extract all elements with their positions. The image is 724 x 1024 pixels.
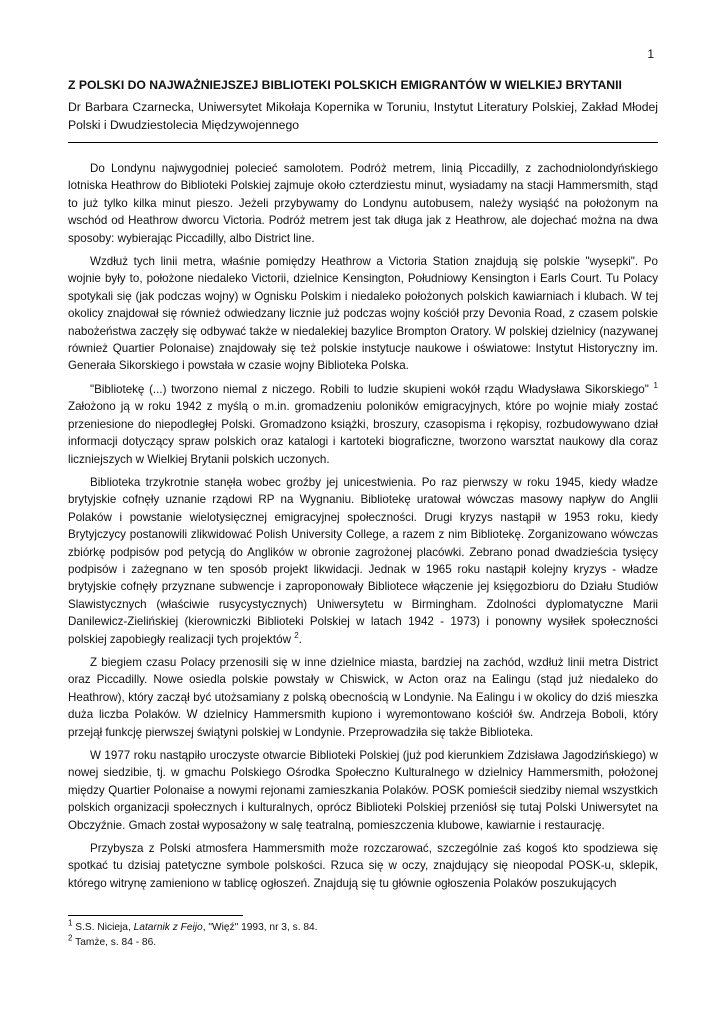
footnote-1-suffix: , "Więź" 1993, nr 3, s. 84. — [202, 922, 318, 933]
paragraph-7: Przybysza z Polski atmosfera Hammersmith może rozczarować, szczególnie zaś kogoś kto spodziewa się spotkać tu dzisiaj patetyczne symbole polskości. Rzuca się w oczy, znajdujący się nieopodal POSK-u, sklepik, którego witrynę zamieniono w tablicę ogłoszeń. Znajdują się tu głównie ogłoszenia Polaków poszukujących — [68, 842, 658, 890]
paragraph-3-quote: "Bibliotekę (...) tworzono niemal z niczego. Robili to ludzie skupieni wokół rządu Władysława Sikorskiego" — [90, 382, 649, 396]
footnote-1-mark: 1 — [68, 918, 73, 928]
paragraph-4 — [68, 474, 658, 648]
article-body — [68, 160, 658, 898]
footnote-divider — [68, 915, 243, 916]
page-number: 1 — [647, 47, 654, 61]
footnote-ref-2[interactable]: 2 — [294, 630, 299, 640]
paragraph-4-end: . — [298, 632, 302, 646]
paragraph-4-text: Biblioteka trzykrotnie stanęła wobec groźby jej unicestwienia. Po raz pierwszy w roku 1945, kiedy władze brytyjskie cofnęły uznanie rządowi RP na Wygnaniu. Bibliotekę uratował wówczas masowy napływ do Anglii Polaków i powstanie wielotysięcznej emigracyjnej społeczności. Drugi kryzys nastąpił w 1953 roku, kiedy Brytyjczycy postanowili zlikwidować Polish University College, a razem z nim Bibliotekę. Zorganizowano wówczas zbiórkę podpisów pod petycją do Anglików w obronie zagrożonej placówki. Zebrano ponad dwadzieścia tysięcy podpisów i zażegnano w ten sposób projekt likwidacji. Jednak w 1965 roku nastąpił kolejny kryzys - władze brytyjskie cofnęły przyznane subwencje i zaproponowały Bibliotece włączenie jej księgozbioru do Działu Studiów Slawistycznych (właściwie rusycystycznych) Uniwersytetu w Birmingham. Zdolności dyplomatyczne Marii Danilewicz-Zielińskiej (kierowniczki Biblioteki Polskiej w latach 1942 - 1973) i ponowny wysiłek społeczności polskiej zapobiegły realizacji tych projektów — [68, 475, 658, 646]
paragraph-3 — [68, 381, 658, 468]
footnote-2 — [68, 935, 658, 950]
footnote-1-prefix: S.S. Nicieja, — [75, 922, 134, 933]
author-affiliation: Dr Barbara Czarnecka, Uniwersytet Mikołaja Kopernika w Toruniu, Instytut Literatury Polskiej, Zakład Młodej Polski i Dwudziestolecia Międzywojennego — [68, 100, 658, 132]
paragraph-3-rest: Założono ją w roku 1942 z myślą o m.in. gromadzeniu poloników emigracyjnych, które po wojnie miały zostać przeniesione do niepodległej Polski. Gromadzono książki, broszury, czasopisma i rękopisy, rozbudowywano dział informacji dotyczący spraw polskich oraz katalogi i kartoteki biograficzne, tworzono warsztat naukowy dla coraz liczniejszych w Wielkiej Brytanii polskich uczonych. — [68, 400, 658, 466]
article-title: Z POLSKI DO NAJWAŻNIEJSZEJ BIBLIOTEKI POLSKICH EMIGRANTÓW W WIELKIEJ BRYTANII — [68, 78, 622, 92]
header-divider — [68, 142, 658, 143]
footnote-2-text: Tamże, s. 84 - 86. — [75, 937, 157, 948]
footnote-ref-1[interactable]: 1 — [653, 381, 658, 391]
paragraph-5: Z biegiem czasu Polacy przenosili się w inne dzielnice miasta, bardziej na zachód, wzdłuż linii metra District oraz Piccadilly. Nowe osiedla polskie powstały w Chiswick, w Acton oraz na Ealingu (stąd już niedaleko do Heathrow), który zaczął być utożsamiany z polską obecnością w Londynie. Na Ealingu i w okolicy do dziś mieszka duża liczba Polaków. W dzielnicy Hammersmith kupiono i wyremontowano kościół św. Andrzeja Boboli, który przejął funkcję pierwszej świątyni polskiej w Londynie. Przeprowadziła się także Biblioteka. — [68, 655, 658, 739]
footnote-1-title: Latarnik z Feijo — [133, 922, 203, 933]
paragraph-1: Do Londynu najwygodniej polecieć samolotem. Podróż metrem, linią Piccadilly, z zachodniolondyńskiego lotniska Heathrow do Biblioteki Polskiej zajmuje około czterdziestu minut, wysiadamy na stacji Hammersmith, stąd to już tylko kilka minut pieszo. Jeżeli przybywamy do Londynu autobusem, należy wysiąść na położonym na wschód od Heathrow dworcu Victoria. Podróż metrem jest tak długa jak z Heathrow, ale dojechać można na dwa sposoby: wybierając Piccadilly, albo District line. — [68, 162, 658, 245]
paragraph-2: Wzdłuż tych linii metra, właśnie pomiędzy Heathrow a Victoria Station znajdują się polskie "wysepki". Po wojnie były to, położone niedaleko Victorii, dzielnice Kensington, Południowy Kensington i Earls Court. Tu Polacy spotykali się (jak podczas wojny) w Ognisku Polskim i niedaleko położonych polskich kawiarniach i klubach. W tej okolicy znajdował się również odwiedzany licznie już podczas wojny kościół przy Devonia Road, z czasem polskie nabożeństwa zaczęły się odbywać także w niedalekiej bazylice Brompton Oratory. W polskiej dzielnicy (nazywanej również Quartier Polonaise) znajdowały się też polskie instytucje naukowe i oświatowe: Instytut Historyczny im. Generała Sikorskiego i powstała w czasie wojny Biblioteka Polska. — [68, 255, 658, 373]
paragraph-6: W 1977 roku nastąpiło uroczyste otwarcie Biblioteki Polskiej (już pod kierunkiem Zdzisława Jagodzińskiego) w nowej siedzibie, tj. w gmachu Polskiego Ośrodka Społeczno Kulturalnego w dzielnicy Hammersmith, położonej między Quartier Polonaise a nowymi rejonami zamieszkania Polaków. POSK pomieścił siedziby niemal wszystkich polskich organizacji społecznych i kulturalnych, oprócz Biblioteki Polskiej przeniósł się tutaj Polski Uniwersytet na Obczyźnie. Gmach został wyposażony w salę teatralną, pomieszczenia klubowe, kawiarnie i restaurację. — [68, 749, 658, 832]
footnote-1 — [68, 920, 658, 935]
footnote-2-mark: 2 — [68, 933, 73, 943]
footnotes — [68, 920, 658, 950]
